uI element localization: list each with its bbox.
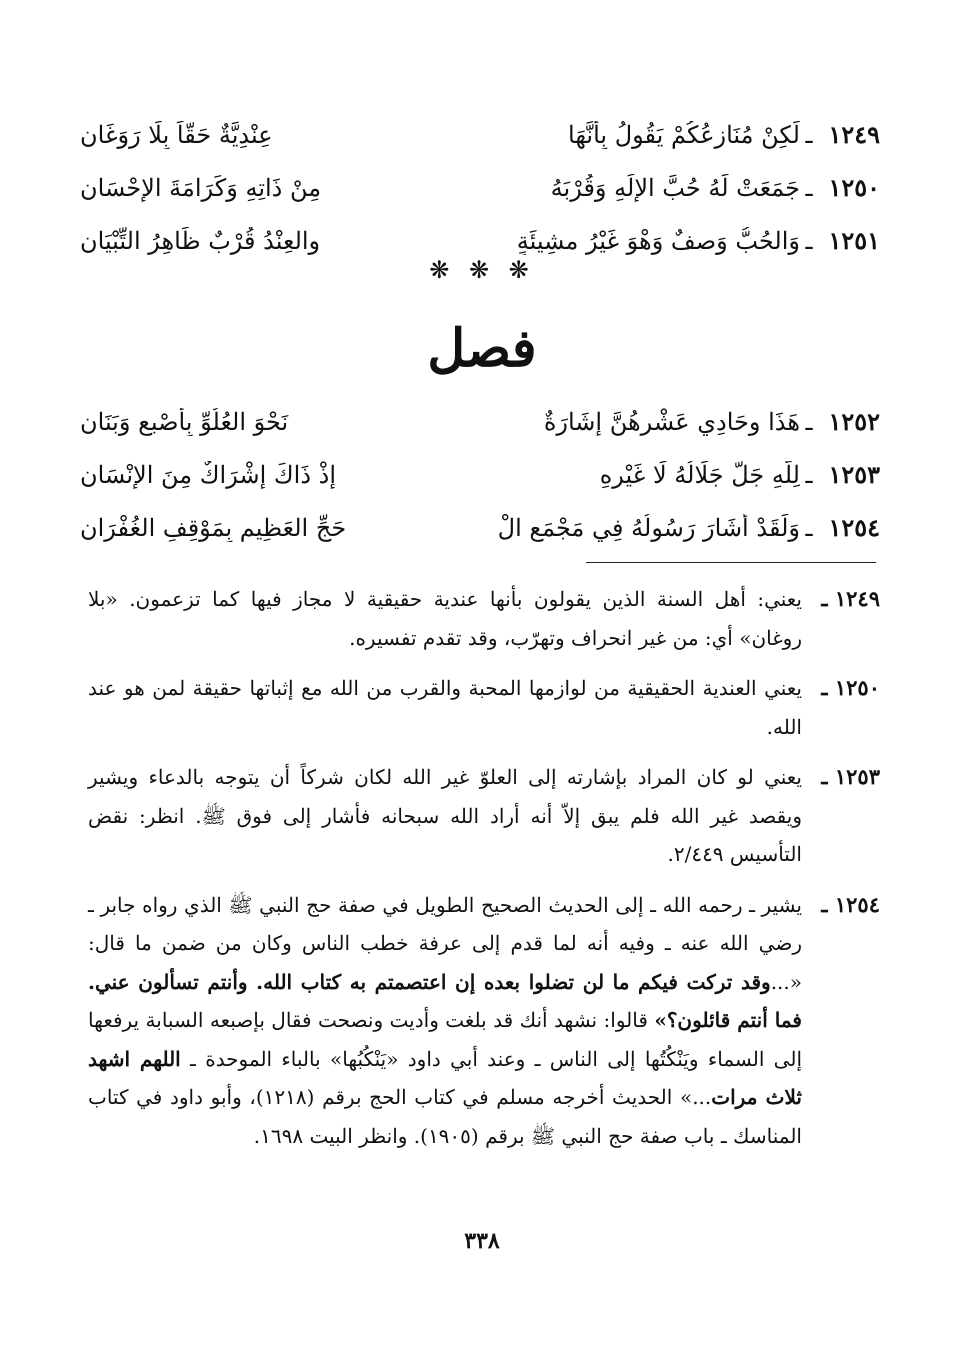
verse-first-hemistich: وَالحُبُّ وَصفٌ وَهْوَ غَيْرُ مشِيئَةٍ xyxy=(516,226,800,255)
footnote-number: ١٢٥٣ ـ xyxy=(821,764,880,789)
footnote-segment: يشير ـ رحمه الله ـ إلى الحديث الصحيح الطويل في صفة حج النبي ﷺ الذي رواه جابر ـ رضي الله عنه ـ وفيه أنه لما قدم إلى عرفة خطب الناس وكان من ضمن ما قال: «... xyxy=(88,892,802,994)
verse-number: ١٢٥٤ xyxy=(828,513,880,542)
verse-second-hemistich: والعِنْدُ قُرْبٌ ظَاهِرُ التِّبْيَانِ xyxy=(80,226,321,255)
footnote-number: ١٢٥٤ ـ xyxy=(821,891,880,917)
verse-dash: ـ xyxy=(805,120,813,149)
section-separator: ❋ ❋ ❋ xyxy=(429,256,535,284)
verse-second-hemistich: مِنْ ذَاتِهِ وَكَرَامَةَ الإِحْسَانِ xyxy=(80,173,322,202)
footnote xyxy=(88,758,880,874)
verse-block-2 xyxy=(80,395,880,554)
footnote-number: ١٢٤٩ ـ xyxy=(821,586,880,611)
footnote-number: ١٢٥٠ ـ xyxy=(821,675,880,700)
footnote xyxy=(88,669,880,746)
verse-number: ١٢٥١ xyxy=(828,226,880,255)
verse-dash: ـ xyxy=(805,407,813,436)
footnote-divider xyxy=(586,562,876,563)
footnote-text xyxy=(88,886,802,1156)
section-title: فصل xyxy=(427,318,537,379)
verse-second-hemistich: عِنْدِيَّةٌ حَقّاً بِلَا رَوَغَانِ xyxy=(80,120,273,149)
verse-first-hemistich: وَلَقَدْ أَشَارَ رَسُولُهُ فِي مَجْمَعِ الْ xyxy=(497,513,800,542)
verse-first-hemistich: جَمَعَتْ لَهُ حُبَّ الإِلَهِ وَقُرْبَهُ xyxy=(550,173,800,202)
footnote xyxy=(88,886,880,1156)
footnote-text: يعني: أهل السنة الذين يقولون بأنها عندية حقيقية لا مجاز فيها كما تزعمون. «بلا روغان» أي: من غير انحراف وتهرّب، وقد تقدم تفسيره. xyxy=(88,587,802,650)
verse-first-hemistich: هَذَا وحَادِي عَشْرهُنَّ إشَارَةٌ xyxy=(543,407,800,436)
footnote-text: يعني لو كان المراد بإشارته إلى العلوّ غير الله لكان شركاً أن يتوجه بالدعاء ويشير ويقصد غير الله فلم يبق إلاّ أنه أراد الله سبحانه فأشار إلى فوق ﷺ. انظر: نقض التأسيس ٢/٤٤٩. xyxy=(88,765,802,866)
verse-number: ١٢٥٣ xyxy=(828,460,880,489)
verse-number: ١٢٥٢ xyxy=(828,407,880,436)
verse-first-hemistich: لِلَّهِ جَلَّ جَلَالُهُ لَا غَيْرِهِ xyxy=(599,460,800,489)
verse-number: ١٢٥٠ xyxy=(828,173,880,202)
verse-dash: ـ xyxy=(805,513,813,542)
footnote-text: يعني العندية الحقيقية من لوازمها المحبة والقرب من الله مع إثباتها حقيقة لمن هو عند الله. xyxy=(88,676,802,739)
footnote-segment: ...» الحديث أخرجه مسلم في كتاب الحج برقم (١٢١٨)، وأبو داود في كتاب المناسك ـ باب صفة حج النبي ﷺ برقم (١٩٠٥). وانظر البيت ١٦٩٨. xyxy=(88,1085,802,1148)
verse-line xyxy=(80,448,880,501)
footnote xyxy=(88,580,880,657)
verse-second-hemistich: نَحْوَ العُلُوِّ بِأَصْبعٍ وَبَنَانِ xyxy=(80,407,289,436)
verse-block-1 xyxy=(80,108,880,267)
footnote-segment: قالوا: نشهد أنك قد بلغت وأديت ونصحت فقال بإصبعه السبابة يرفعها إلى السماء ويَنْكُتُها إلى الناس ـ وعند أبي داود «يَنْكُبُها» بالباء الموحدة ـ xyxy=(88,1008,802,1071)
verse-second-hemistich: إِذْ ذَاكَ إِشْرَاكٌ مِنَ الإِنْسَانِ xyxy=(80,460,336,489)
verse-line xyxy=(80,161,880,214)
verse-second-hemistich: حَجِّ العَظِيمِ بِمَوْقِفِ الغُفْرَانِ xyxy=(80,513,347,542)
footnotes xyxy=(88,580,880,1167)
verse-line xyxy=(80,395,880,448)
verse-dash: ـ xyxy=(805,173,813,202)
verse-dash: ـ xyxy=(805,460,813,489)
hadith-quote-bold: اللهم اشهد ثلاث مرات xyxy=(88,1046,802,1109)
verse-dash: ـ xyxy=(805,226,813,255)
verse-number: ١٢٤٩ xyxy=(828,120,880,149)
verse-line xyxy=(80,108,880,161)
verse-line xyxy=(80,501,880,554)
page-number: ٣٣٨ xyxy=(464,1228,500,1254)
hadith-quote-bold: وقد تركت فيكم ما لن تضلوا بعده إن اعتصمتم به كتاب الله. وأنتم تسألون عني. فما أنتم قائلون؟» xyxy=(88,969,802,1032)
verse-first-hemistich: لَكِنْ مُنَازِعُكُمْ يَقُولُ بِأَنَّهَا xyxy=(568,120,800,149)
